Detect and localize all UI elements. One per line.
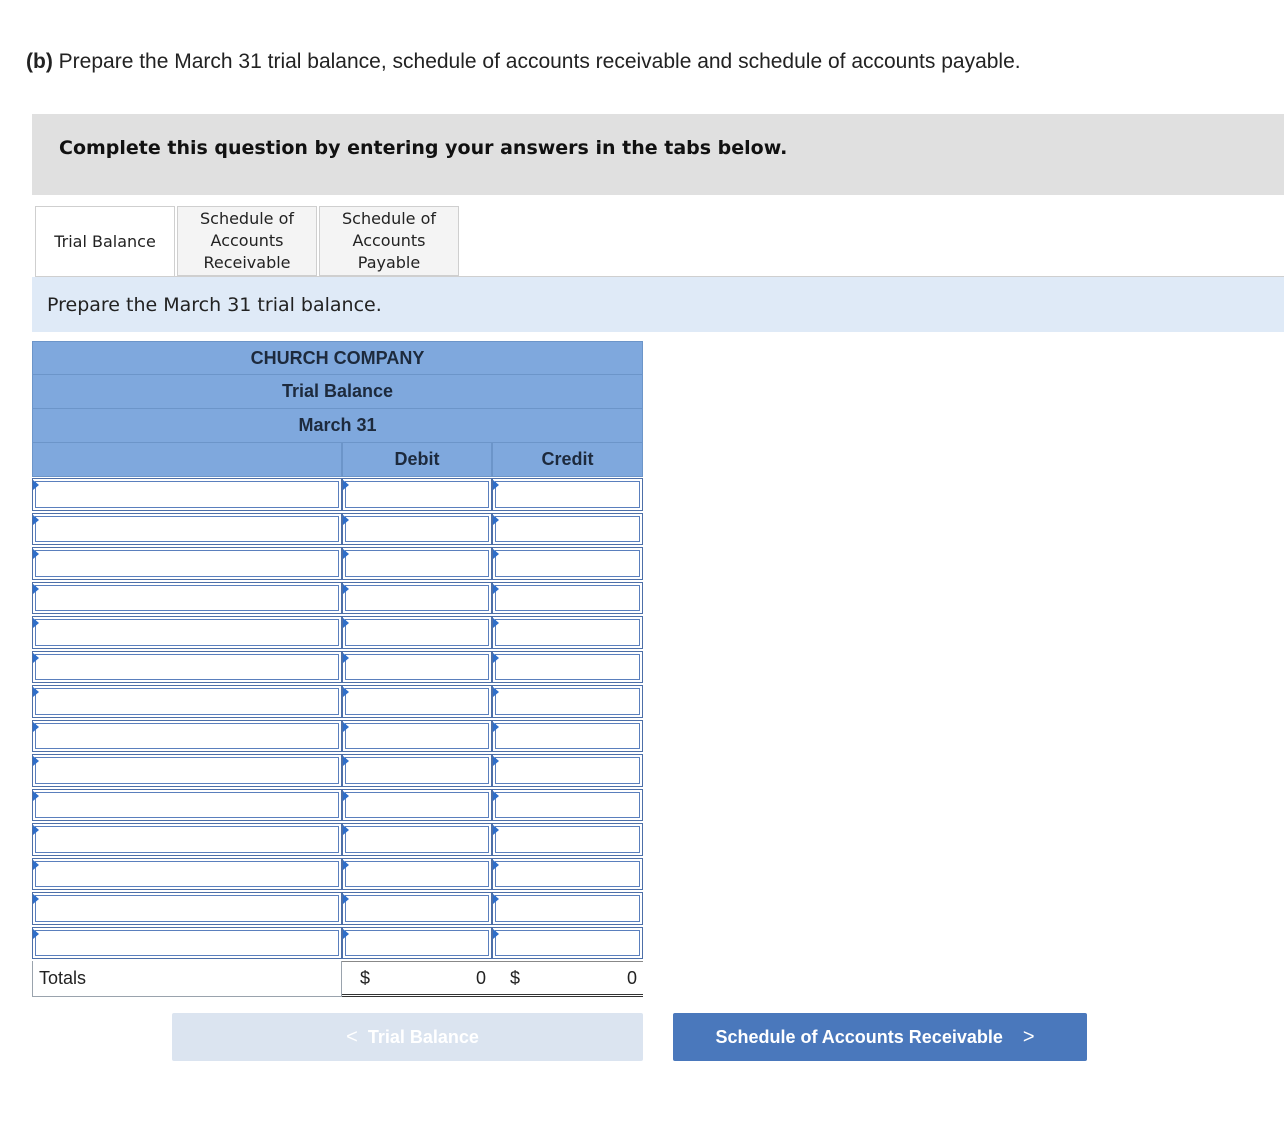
dropdown-marker-icon	[33, 549, 39, 559]
dropdown-marker-icon	[493, 791, 499, 801]
credit-cell	[492, 685, 643, 718]
debit-input[interactable]	[345, 654, 489, 681]
tab-label: Schedule of Accounts Payable	[341, 209, 437, 272]
debit-input[interactable]	[345, 516, 489, 543]
dropdown-marker-icon	[33, 860, 39, 870]
dropdown-marker-icon	[33, 756, 39, 766]
column-headers	[32, 443, 643, 477]
account-input[interactable]	[35, 585, 339, 612]
dropdown-marker-icon	[343, 825, 349, 835]
debit-input[interactable]	[345, 826, 489, 853]
debit-input[interactable]	[345, 757, 489, 784]
table-row	[32, 719, 643, 754]
dropdown-marker-icon	[343, 549, 349, 559]
credit-cell	[492, 513, 643, 546]
account-input[interactable]	[35, 861, 339, 888]
credit-input[interactable]	[495, 895, 640, 922]
account-cell	[32, 513, 342, 546]
debit-total	[342, 961, 492, 997]
credit-input[interactable]	[495, 585, 640, 612]
dropdown-marker-icon	[493, 549, 499, 559]
debit-input[interactable]	[345, 688, 489, 715]
previous-tab-button[interactable]	[172, 1013, 643, 1061]
credit-total	[492, 961, 643, 997]
account-cell	[32, 651, 342, 684]
credit-input[interactable]	[495, 619, 640, 646]
credit-cell	[492, 651, 643, 684]
account-input[interactable]	[35, 723, 339, 750]
table-row	[32, 926, 643, 961]
account-cell	[32, 754, 342, 787]
debit-input[interactable]	[345, 619, 489, 646]
dropdown-marker-icon	[343, 791, 349, 801]
account-cell	[32, 789, 342, 822]
account-input[interactable]	[35, 792, 339, 819]
credit-cell	[492, 754, 643, 787]
account-cell	[32, 892, 342, 925]
instruction-panel	[32, 277, 1284, 332]
dropdown-marker-icon	[493, 480, 499, 490]
credit-total-symbol: $	[510, 967, 521, 988]
credit-cell	[492, 927, 643, 960]
debit-cell	[342, 927, 492, 960]
dropdown-marker-icon	[493, 687, 499, 697]
dropdown-marker-icon	[343, 515, 349, 525]
debit-cell	[342, 616, 492, 649]
dropdown-marker-icon	[493, 653, 499, 663]
account-cell	[32, 927, 342, 960]
question-part: (b)	[26, 50, 53, 73]
debit-cell	[342, 651, 492, 684]
dropdown-marker-icon	[493, 584, 499, 594]
chevron-right-icon: >	[1022, 1025, 1035, 1048]
dropdown-marker-icon	[343, 860, 349, 870]
tab-trial-balance[interactable]	[35, 206, 175, 277]
credit-cell	[492, 892, 643, 925]
debit-input[interactable]	[345, 550, 489, 577]
table-row	[32, 650, 643, 685]
account-cell	[32, 547, 342, 580]
dropdown-marker-icon	[493, 515, 499, 525]
debit-cell	[342, 582, 492, 615]
debit-total-symbol: $	[360, 967, 371, 988]
table-row	[32, 477, 643, 512]
credit-input[interactable]	[495, 861, 640, 888]
instruction-text: Prepare the March 31 trial balance.	[47, 294, 382, 316]
account-input[interactable]	[35, 757, 339, 784]
totals-label: Totals	[32, 961, 342, 997]
instructions-banner	[32, 114, 1284, 195]
account-input[interactable]	[35, 688, 339, 715]
dropdown-marker-icon	[493, 618, 499, 628]
dropdown-marker-icon	[33, 584, 39, 594]
credit-input[interactable]	[495, 550, 640, 577]
table-row	[32, 615, 643, 650]
debit-cell	[342, 720, 492, 753]
tab-label: Trial Balance	[54, 231, 156, 251]
table-row	[32, 857, 643, 892]
dropdown-marker-icon	[33, 687, 39, 697]
credit-input[interactable]	[495, 481, 640, 508]
account-input[interactable]	[35, 481, 339, 508]
account-column-header	[32, 443, 342, 477]
dropdown-marker-icon	[493, 825, 499, 835]
account-cell	[32, 685, 342, 718]
dropdown-marker-icon	[493, 860, 499, 870]
credit-cell	[492, 616, 643, 649]
table-row	[32, 788, 643, 823]
table-row	[32, 546, 643, 581]
debit-cell	[342, 858, 492, 891]
debit-input[interactable]	[345, 895, 489, 922]
debit-cell	[342, 547, 492, 580]
table-row	[32, 684, 643, 719]
debit-cell	[342, 478, 492, 511]
dropdown-marker-icon	[343, 687, 349, 697]
account-input[interactable]	[35, 550, 339, 577]
statement-title: Trial Balance	[32, 375, 643, 409]
account-cell	[32, 582, 342, 615]
credit-cell	[492, 789, 643, 822]
banner-text: Complete this question by entering your answers in the tabs below.	[59, 137, 788, 159]
credit-input[interactable]	[495, 792, 640, 819]
dropdown-marker-icon	[343, 756, 349, 766]
dropdown-marker-icon	[343, 618, 349, 628]
tab-schedule-accounts-payable[interactable]	[319, 206, 459, 276]
credit-cell	[492, 547, 643, 580]
debit-input[interactable]	[345, 585, 489, 612]
credit-input[interactable]	[495, 757, 640, 784]
previous-tab-label: Trial Balance	[367, 1026, 479, 1047]
chevron-left-icon: <	[346, 1025, 358, 1048]
dropdown-marker-icon	[33, 894, 39, 904]
credit-input[interactable]	[495, 654, 640, 681]
credit-cell	[492, 582, 643, 615]
credit-column-header: Credit	[492, 443, 643, 477]
entry-rows	[32, 477, 643, 960]
account-cell	[32, 720, 342, 753]
next-tab-label: Schedule of Accounts Receivable	[715, 1026, 1003, 1047]
account-cell	[32, 478, 342, 511]
question-body: Prepare the March 31 trial balance, schedule of accounts receivable and schedule of accounts payable.	[58, 50, 1021, 73]
dropdown-marker-icon	[33, 515, 39, 525]
dropdown-marker-icon	[33, 722, 39, 732]
account-input[interactable]	[35, 826, 339, 853]
account-cell	[32, 823, 342, 856]
dropdown-marker-icon	[493, 756, 499, 766]
debit-cell	[342, 789, 492, 822]
credit-cell	[492, 478, 643, 511]
debit-input[interactable]	[345, 723, 489, 750]
debit-input[interactable]	[345, 861, 489, 888]
debit-column-header: Debit	[342, 443, 492, 477]
account-cell	[32, 616, 342, 649]
dropdown-marker-icon	[343, 584, 349, 594]
company-name: CHURCH COMPANY	[32, 341, 643, 375]
dropdown-marker-icon	[33, 653, 39, 663]
statement-date: March 31	[32, 409, 643, 443]
tab-schedule-accounts-receivable[interactable]	[177, 206, 317, 276]
table-row	[32, 581, 643, 616]
totals-row	[32, 961, 643, 997]
account-input[interactable]	[35, 930, 339, 957]
dropdown-marker-icon	[343, 653, 349, 663]
dropdown-marker-icon	[33, 825, 39, 835]
dropdown-marker-icon	[33, 929, 39, 939]
debit-input[interactable]	[345, 481, 489, 508]
dropdown-marker-icon	[33, 791, 39, 801]
question-text	[26, 50, 1021, 74]
credit-input[interactable]	[495, 688, 640, 715]
tab-label: Schedule of Accounts Receivable	[199, 209, 295, 272]
debit-total-value: 0	[475, 967, 486, 988]
credit-cell	[492, 720, 643, 753]
credit-input[interactable]	[495, 723, 640, 750]
debit-cell	[342, 513, 492, 546]
credit-total-value: 0	[626, 967, 637, 988]
credit-input[interactable]	[495, 930, 640, 957]
debit-input[interactable]	[345, 792, 489, 819]
account-cell	[32, 858, 342, 891]
dropdown-marker-icon	[343, 929, 349, 939]
dropdown-marker-icon	[493, 894, 499, 904]
dropdown-marker-icon	[33, 618, 39, 628]
debit-cell	[342, 754, 492, 787]
debit-cell	[342, 685, 492, 718]
dropdown-marker-icon	[343, 722, 349, 732]
table-row	[32, 822, 643, 857]
trial-balance-table	[32, 341, 643, 997]
dropdown-marker-icon	[343, 480, 349, 490]
dropdown-marker-icon	[493, 929, 499, 939]
debit-input[interactable]	[345, 930, 489, 957]
account-input[interactable]	[35, 895, 339, 922]
table-row	[32, 753, 643, 788]
dropdown-marker-icon	[493, 722, 499, 732]
next-tab-button[interactable]	[673, 1013, 1087, 1061]
table-row	[32, 512, 643, 547]
dropdown-marker-icon	[343, 894, 349, 904]
account-input[interactable]	[35, 654, 339, 681]
dropdown-marker-icon	[33, 480, 39, 490]
credit-input[interactable]	[495, 516, 640, 543]
account-input[interactable]	[35, 516, 339, 543]
credit-cell	[492, 823, 643, 856]
credit-cell	[492, 858, 643, 891]
table-row	[32, 891, 643, 926]
debit-cell	[342, 892, 492, 925]
credit-input[interactable]	[495, 826, 640, 853]
account-input[interactable]	[35, 619, 339, 646]
debit-cell	[342, 823, 492, 856]
